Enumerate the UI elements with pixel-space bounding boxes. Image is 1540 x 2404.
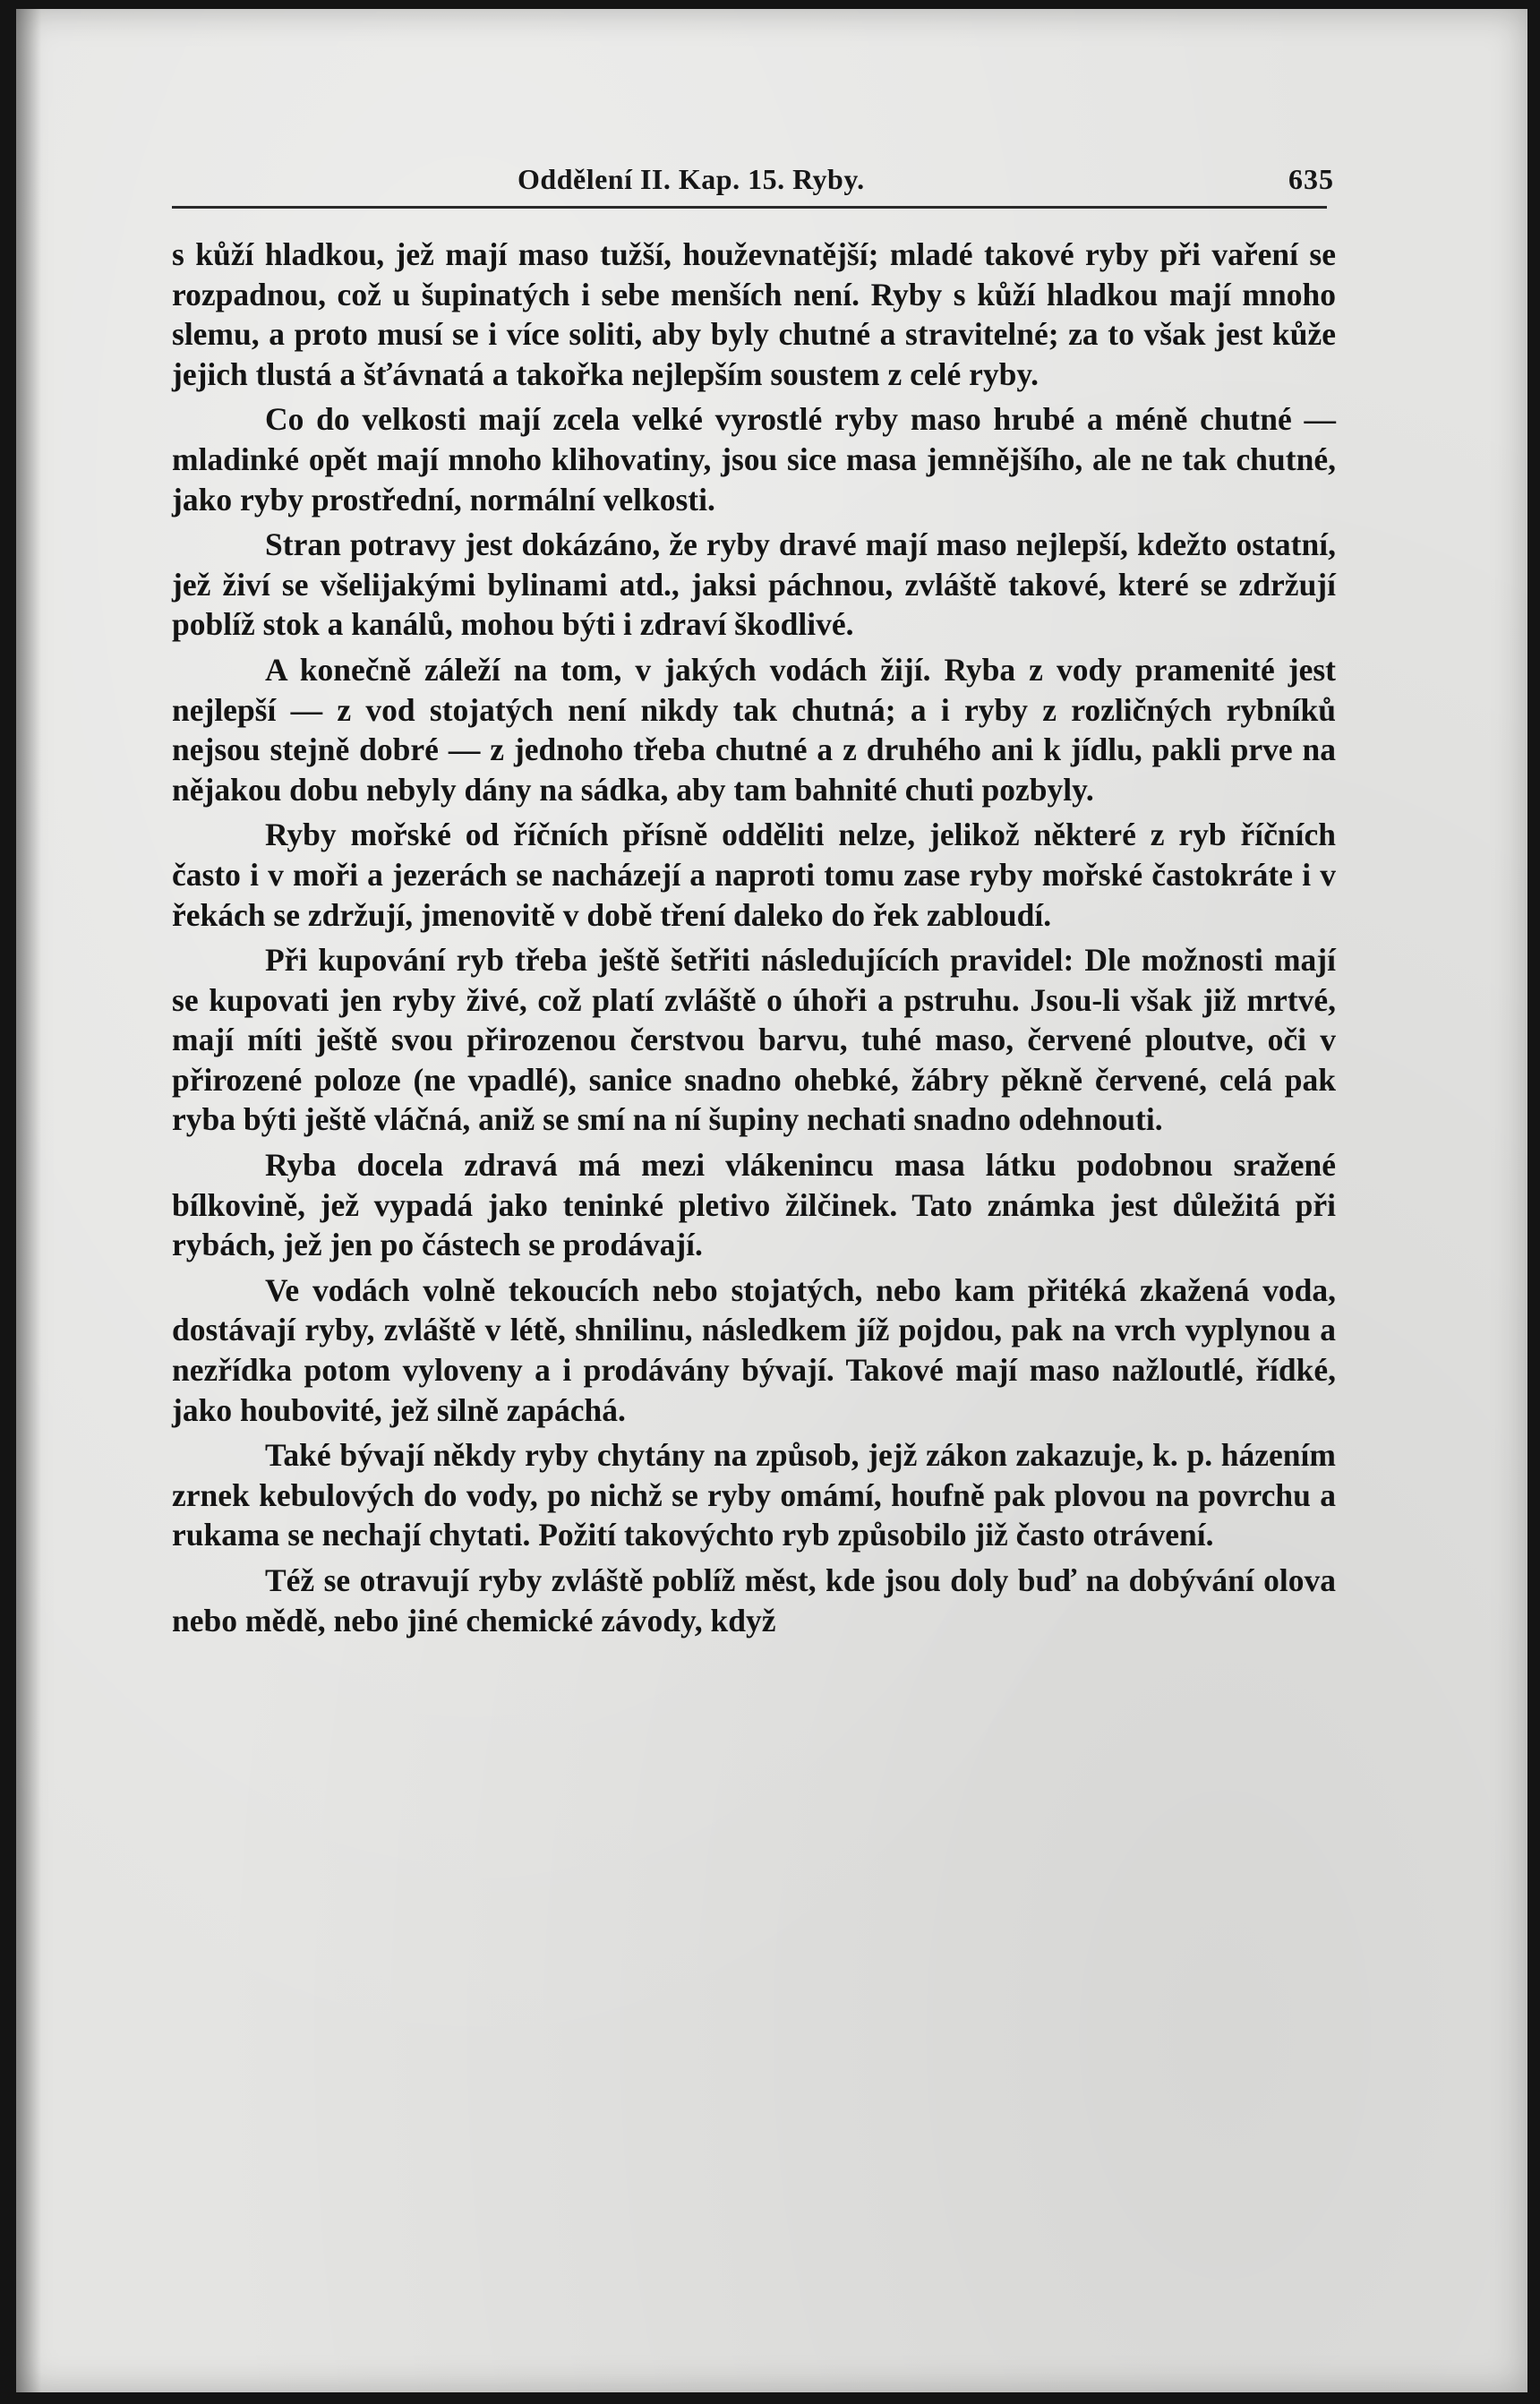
page-number: 635: [1288, 163, 1334, 195]
paragraph-spoiled-water: Ve vodách volně tekoucích nebo stojatých, nebo kam přitéká zkažená voda, dostávají ryby, zvláště v létě, shnilinu, následkem jíž pojdou, pak na vrch vyplynou a nezřídka potom vyloveny a i prodávány bývají. Takové mají maso nažloutlé, řídké, jako houbovité, jež silně zapáchá.: [172, 1271, 1336, 1428]
paragraph-illegal-catch: Také bývají někdy ryby chytány na způsob, jejž zákon zakazuje, k. p. házením zrnek kebulových do vody, po nichž se ryby omámí, houfně pak plovou na povrchu a rukama se nechají chytati. Požití takovýchto ryb způsobilo již často otrávení.: [172, 1437, 1336, 1553]
paragraph-buying-rules: Při kupování ryb třeba ještě šetřiti následujících pravidel: Dle možnosti mají se kupovati jen ryby živé, což platí zvláště o úhoři a pstruhu. Jsou-li však již mrtvé, mají míti ještě svou přirozenou čerstvou barvu, tuhé maso, červené ploutve, oči v přirozené poloze (ne vpadlé), sanice snadno ohebké, žábry pěkně červené, celá pak ryba býti ještě vláčná, aniž se smí na ní šupiny nechati snadno odehnouti.: [172, 942, 1336, 1138]
page-gutter-shadow: [16, 9, 41, 2392]
paragraph-food: Stran potravy jest dokázáno, že ryby dravé mají maso nejlepší, kdežto ostatní, jež živí se všelijakými bylinami atd., jaksi páchnou, zvláště takové, které se zdržují poblíž stok a kanálů, mohou býti i zdraví škodlivé.: [172, 526, 1336, 643]
paragraph-sea-fish: Ryby mořské od říčních přísně odděliti nelze, jelikož některé z ryb říčních často i v moři a jezerách se nacházejí a naproti tomu zase ryby mořské častokráte i v řekách se zdržují, jmenovitě v době tření daleko do řek zabloudí.: [172, 817, 1336, 933]
paragraph-poisoning: Též se otravují ryby zvláště poblíž měst, kde jsou doly buď na dobývání olova nebo mědě, nebo jiné chemické závody, když: [172, 1562, 1336, 1638]
running-title: Oddělení II. Kap. 15. Ryby.: [518, 163, 865, 195]
paragraph-healthy-fish: Ryba docela zdravá má mezi vlákenincu masa látku podobnou sražené bílkovině, jež vypadá jako teninké pletivo žilčinek. Tato známka jest důležitá při rybách, jež jen po částech se prodávají.: [172, 1147, 1336, 1263]
body-text: [172, 235, 1336, 1646]
paragraph-size: Co do velkosti mají zcela velké vyrostlé ryby maso hrubé a méně chutné — mladinké opět mají mnoho klihovatiny, jsou sice masa jemnějšího, ale ne tak chutné, jako ryby prostřední, normální velkosti.: [172, 401, 1336, 518]
paragraph-waters: A konečně záleží na tom, v jakých vodách žijí. Ryba z vody pramenité jest nejlepší — z vod stojatých není nikdy tak chutná; a i ryby z rozličných rybníků nejsou stejně dobré — z jednoho třeba chutné a z druhého ani k jídlu, pakli prve na nějakou dobu nebyly dány na sádka, aby tam bahnité chuti pozbyly.: [172, 651, 1336, 808]
header-rule: [172, 206, 1327, 209]
paragraph-continued: s kůží hladkou, jež mají maso tužší, houževnatější; mladé takové ryby při vaření se rozpadnou, což u šupinatých i sebe menších není. Ryby s kůží hladkou mají mnoho slemu, a proto musí se i více soliti, aby byly chutné a stravitelné; za to však jest kůže jejich tlustá a šťávnatá a takořka nejlepším soustem z celé ryby.: [172, 236, 1336, 392]
page-header: [159, 154, 1334, 208]
